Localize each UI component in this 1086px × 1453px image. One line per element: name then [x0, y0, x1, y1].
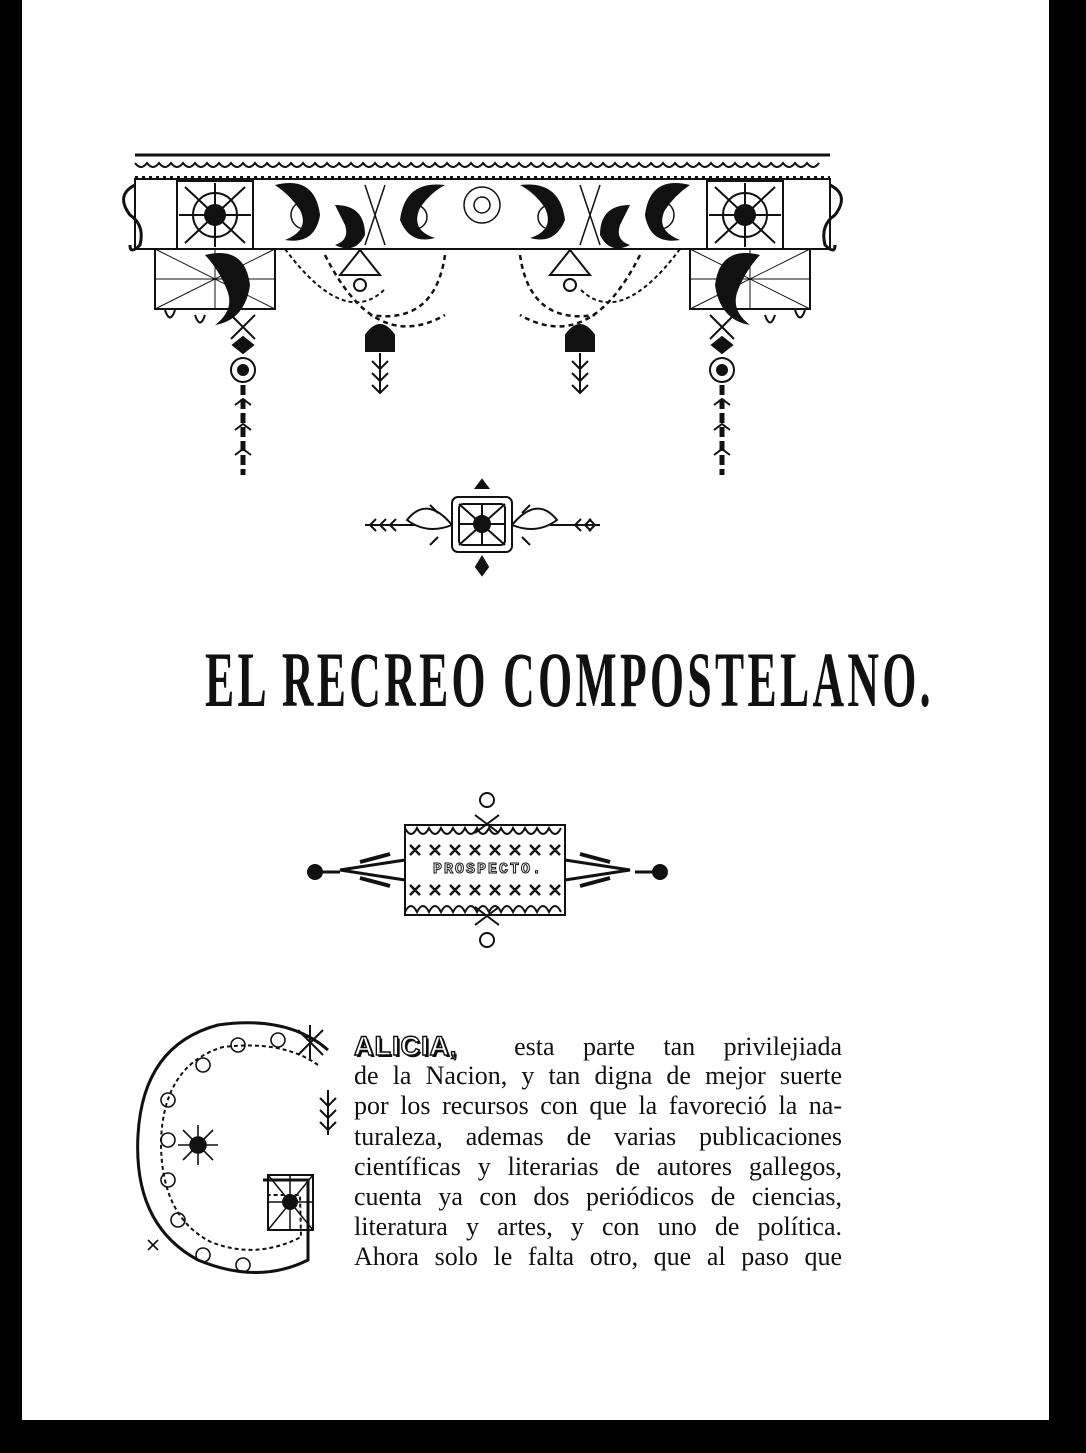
vignette-ornament [355, 475, 610, 585]
text-line-7: literatura y artes, y con uno de política. [354, 1212, 842, 1242]
text-line-4: turaleza, ademas de varias publicaciones [354, 1121, 842, 1151]
prospectus-body [354, 1031, 842, 1273]
text-line-5: científicas y literarias de autores gallegos, [354, 1151, 842, 1181]
text-line-8: Ahora solo le falta otro, que al paso que [354, 1242, 842, 1272]
text-line-1: ALICIA, esta parte tan privilejiada [354, 1031, 843, 1061]
document-title: EL RECREO COMPOSTELANO. [205, 636, 934, 723]
ornamental-header-frieze [125, 145, 840, 485]
initial-word: ALICIA [354, 1031, 450, 1061]
text-line-2: de la Nacion, y tan digna de mejor suerte [354, 1061, 842, 1091]
text-line-3: por los recursos con que la favoreció la na- [354, 1091, 842, 1121]
section-label: PROSPECTO. [432, 861, 543, 878]
text-line-6: cuenta ya con dos periódicos de ciencias, [354, 1181, 842, 1211]
drop-cap-ornament [128, 1010, 353, 1280]
